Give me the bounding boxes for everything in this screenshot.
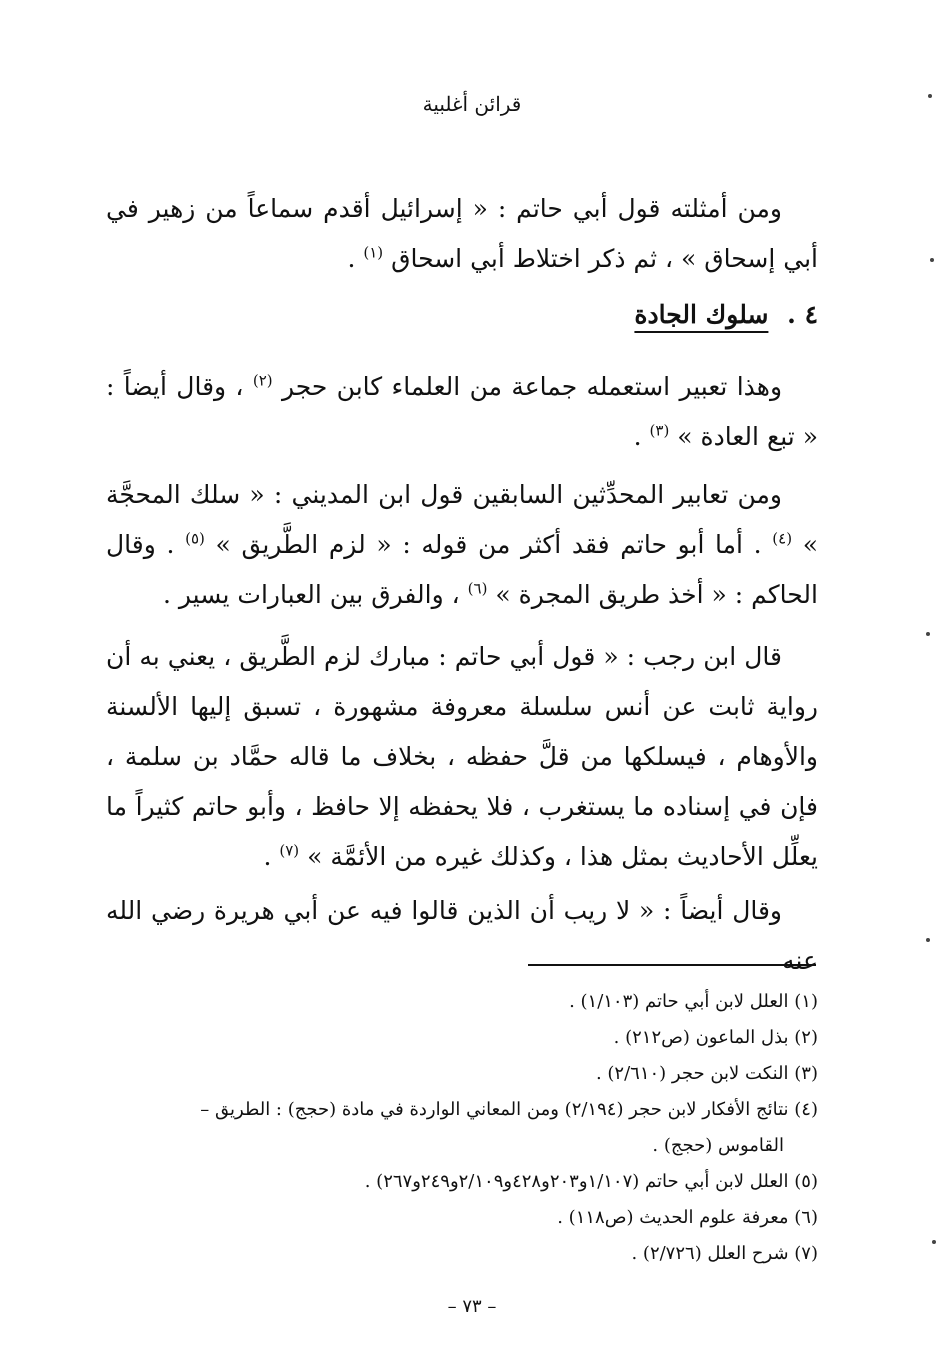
footnote-3-text: (٣) النكت لابن حجر (٢/٦١٠) . (595, 1063, 818, 1084)
footnote-4-continuation: القاموس (حجج) . (652, 1135, 784, 1156)
footnote-5-text: (٥) العلل لابن أبي حاتم (١/١٠٧و٢٠٣و٤٢٨و٢/١٠٩و٢٤٩و٢٦٧) . (364, 1171, 818, 1192)
scan-speck (926, 632, 930, 636)
footnotes (106, 984, 818, 1272)
scan-speck (930, 258, 934, 262)
paragraph-1-text: ومن أمثلته قول أبي حاتم : « إسرائيل أقدم سماعاً من زهير في أبي إسحاق » ، ثم ذكر اختلاط أبي اسحاق (106, 194, 818, 273)
paragraph-3-end: ، والفرق بين العبارات يسير . (162, 580, 460, 609)
paragraph-3 (106, 470, 818, 620)
footnote-4 (106, 1092, 818, 1164)
footnote-2-text: (٢) بذل الماعون (ص٢١٢) . (613, 1027, 818, 1048)
footnote-2 (106, 1020, 818, 1056)
paragraph-4-text: قال ابن رجب : « قول أبي حاتم : مبارك لزم الطَّريق ، يعني به أن رواية ثابت عن أنس سلسلة معروفة مشهورة ، تسبق إليها الألسنة والأوهام ، فيسلكها من قلَّ حفظه ، بخلاف ما قاله حمَّاد بن سلمة ، فإن في إسناده ما يستغرب ، فلا يحفظه إلا حافظ ، وأبو حاتم كثيراً ما يعلِّل الأحاديث بمثل هذا ، وكذلك غيره من الأئمَّة » (106, 642, 818, 871)
paragraph-2-end: . (633, 422, 642, 451)
paragraph-5-text: وقال أيضاً : « لا ريب أن الذين قالوا فيه عن أبي هريرة رضي الله عنه (106, 896, 818, 975)
running-header: قرائن أغلبية (422, 92, 522, 116)
footnote-4-text: (٤) نتائج الأفكار لابن حجر (٢/١٩٤) ومن المعاني الواردة في مادة (حجج) : الطريق – (200, 1099, 818, 1120)
paragraph-2 (106, 362, 818, 462)
footnote-5 (106, 1164, 818, 1200)
paragraph-2-text-a: وهذا تعبير استعمله جماعة من العلماء كابن حجر (281, 372, 783, 401)
scan-speck (928, 94, 932, 98)
footnote-6 (106, 1200, 818, 1236)
page-number: – ٧٣ – (447, 1296, 497, 1317)
scan-speck (932, 1240, 936, 1244)
paragraph-4-end: . (263, 842, 272, 871)
footnote-ref-6[interactable]: (٦) (467, 579, 488, 598)
footnote-ref-2[interactable]: (٢) (252, 371, 273, 390)
section-number: ٤ . (787, 300, 818, 329)
footnote-6-text: (٦) معرفة علوم الحديث (ص١١٨) . (557, 1207, 818, 1228)
paragraph-4 (106, 632, 818, 882)
section-heading (106, 300, 818, 329)
paragraph-5 (106, 886, 818, 986)
footnote-7-text: (٧) شرح العلل (٢/٧٢٦) . (631, 1243, 818, 1264)
paragraph-3-text-c: . وقال الحاكم : « أخذ طريق المجرة » (106, 530, 818, 609)
footnote-1-text: (١) العلل لابن أبي حاتم (١/١٠٣) . (569, 991, 818, 1012)
footnote-ref-7[interactable]: (٧) (279, 841, 300, 860)
paragraph-2-text-b: ، وقال أيضاً : « تبع العادة » (106, 372, 818, 451)
footnote-1 (106, 984, 818, 1020)
footnote-ref-3[interactable]: (٣) (649, 421, 670, 440)
footnote-ref-4[interactable]: (٤) (772, 529, 793, 548)
footnote-3 (106, 1056, 818, 1092)
paragraph-1-end: . (347, 244, 356, 273)
scan-speck (926, 938, 930, 942)
section-title: سلوك الجادة (634, 300, 769, 329)
paragraph-3-text-a: ومن تعابير المحدِّثين السابقين قول ابن المديني : « سلك المحجَّة » (106, 480, 819, 559)
paragraph-1 (106, 184, 818, 284)
footnote-ref-1[interactable]: (١) (363, 243, 384, 262)
paragraph-3-text-b: . أما أبو حاتم فقد أكثر من قوله : « لزم الطَّريق » (215, 530, 762, 559)
footnote-ref-5[interactable]: (٥) (185, 529, 205, 548)
footnote-7 (106, 1236, 818, 1272)
footnote-separator (528, 964, 816, 966)
